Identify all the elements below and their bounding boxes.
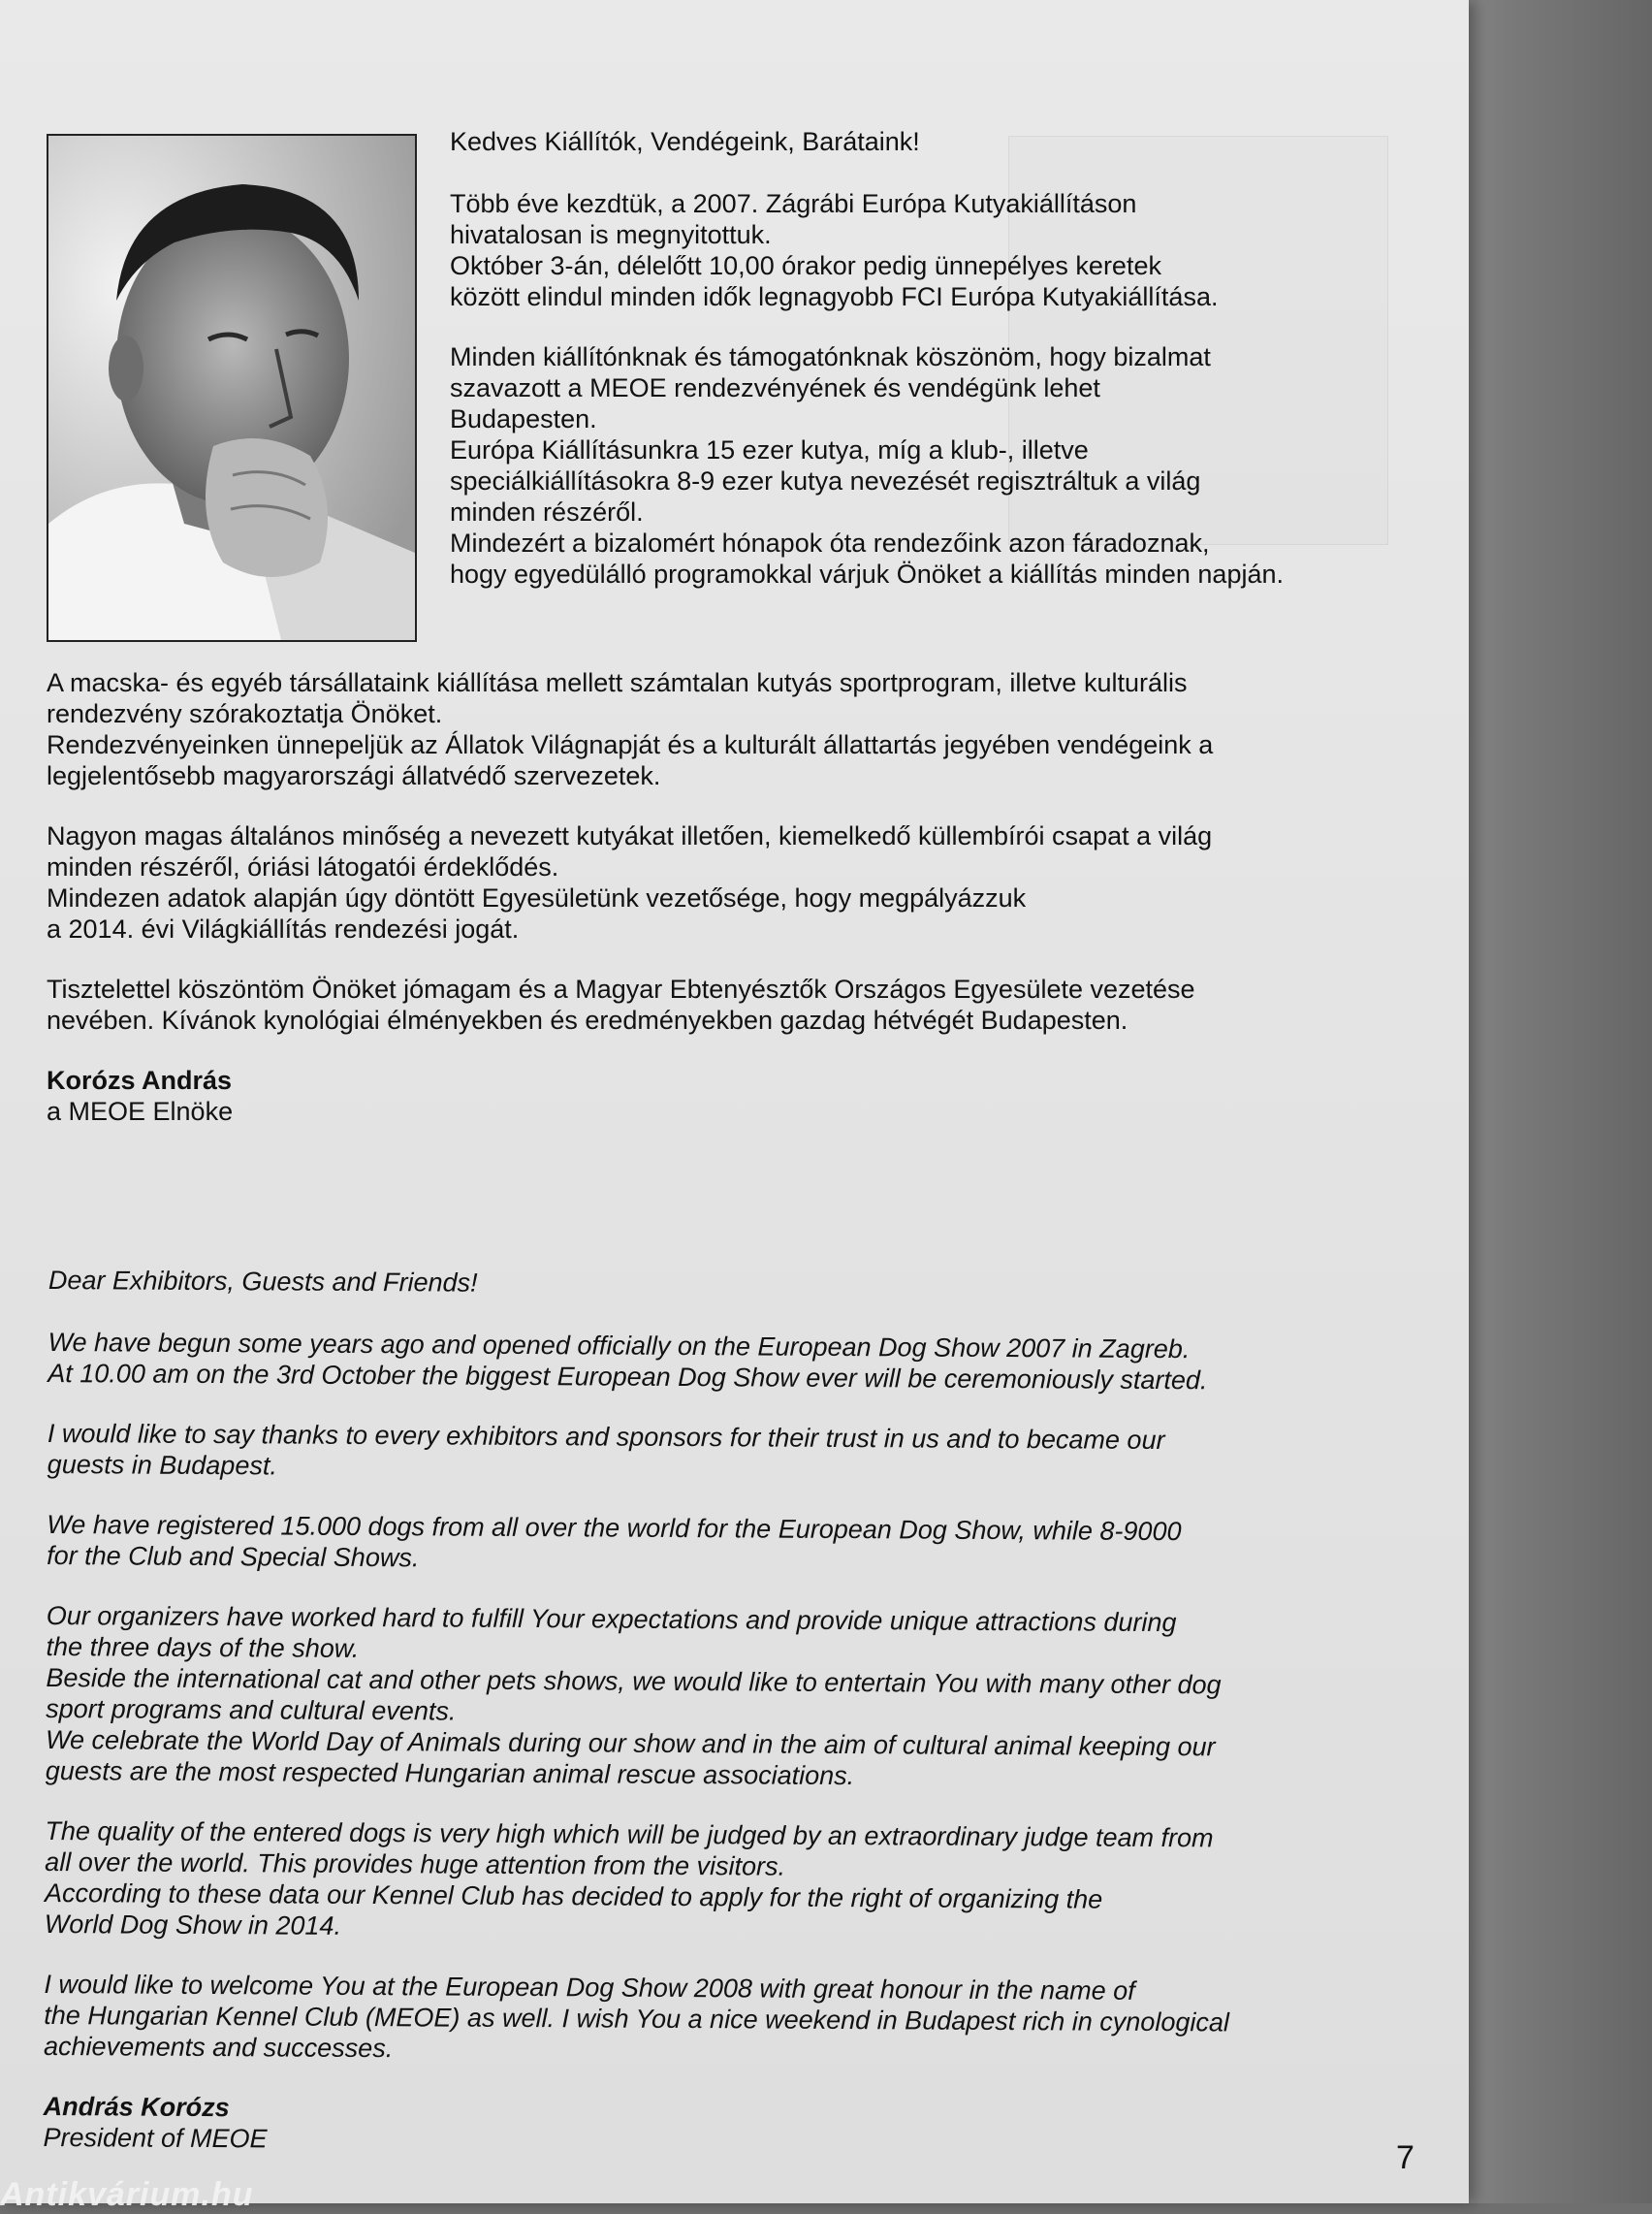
text-line: között elindul minden idők legnagyobb FCI Európa Kutyakiállítása.: [450, 282, 1219, 311]
hungarian-paragraph: [47, 667, 1433, 791]
text-line: Beside the international cat and other pets shows, we would like to entertain You with many other dog: [46, 1662, 1222, 1700]
text-line: We have begun some years ago and opened officially on the European Dog Show 2007 in Zagreb.: [48, 1327, 1191, 1364]
english-paragraph: [46, 1600, 1433, 1795]
english-paragraph: [48, 1327, 1434, 1397]
hungarian-body: [47, 667, 1433, 1156]
hungarian-paragraph: [47, 974, 1433, 1036]
text-line: Budapesten.: [450, 404, 597, 433]
text-line: for the Club and Special Shows.: [47, 1540, 420, 1573]
text-line: speciálkiállításokra 8-9 ezer kutya nevezését regisztráltuk a világ: [450, 466, 1201, 496]
text-line: a 2014. évi Világkiállítás rendezési jogát.: [47, 914, 520, 944]
text-line: szavazott a MEOE rendezvényének és vendégünk lehet: [450, 373, 1100, 402]
hungarian-intro: [450, 126, 1429, 619]
text-line: hogy egyedülálló programokkal várjuk Önöket a kiállítás minden napján.: [450, 560, 1284, 589]
text-line: Mindezért a bizalomért hónapok óta rendezőink azon fáradoznak,: [450, 529, 1210, 558]
text-line: Minden kiállítónknak és támogatónknak köszönöm, hogy bizalmat: [450, 342, 1211, 371]
text-line: Rendezvényeinken ünnepeljük az Állatok Világnapját és a kulturált állattartás jegyében vendégeink a: [47, 730, 1214, 759]
signature-title: a MEOE Elnöke: [47, 1097, 234, 1126]
text-line: rendezvény szórakoztatja Önöket.: [47, 699, 443, 728]
text-line: Európa Kiállításunkra 15 ezer kutya, míg a klub-, illetve: [450, 435, 1089, 465]
watermark: Antikvárium.hu: [0, 2176, 254, 2213]
hungarian-signature: [47, 1065, 1433, 1127]
page-number: 7: [1396, 2139, 1414, 2176]
text-line: hivatalosan is megnyitottuk.: [450, 220, 772, 249]
text-line: Nagyon magas általános minőség a nevezett kutyákat illetően, kiemelkedő küllembírói csapat a világ: [47, 821, 1213, 850]
signature-title: President of MEOE: [43, 2122, 268, 2154]
text-line: I would like to say thanks to every exhibitors and sponsors for their trust in us and to became our: [47, 1418, 1165, 1456]
text-line: At 10.00 am on the 3rd October the biggest European Dog Show ever will be ceremoniously started.: [48, 1358, 1208, 1396]
signature-name: Korózs András: [47, 1066, 233, 1095]
text-line: guests in Budapest.: [47, 1449, 278, 1481]
text-line: A macska- és egyéb társállataink kiállítása mellett számtalan kutyás sportprogram, illetve kulturális: [47, 668, 1188, 697]
text-line: nevében. Kívánok kynológiai élményekben és eredményekben gazdag hétvégét Budapesten.: [47, 1006, 1128, 1035]
text-line: I would like to welcome You at the European Dog Show 2008 with great honour in the name of: [44, 1969, 1135, 2005]
portrait-icon: [48, 136, 415, 640]
text-line: Több éve kezdtük, a 2007. Zágrábi Európa Kutyakiállításon: [450, 189, 1137, 218]
text-line: According to these data our Kennel Club has decided to apply for the right of organizing the: [44, 1877, 1103, 1914]
text-line: Tisztelettel köszöntöm Önöket jómagam és a Magyar Ebtenyésztők Országos Egyesülete vezetése: [47, 975, 1195, 1004]
text-line: Október 3-án, délelőtt 10,00 órakor pedig ünnepélyes keretek: [450, 251, 1161, 280]
text-line: Our organizers have worked hard to fulfill Your expectations and provide unique attractions during: [46, 1600, 1177, 1638]
text-line: sport programs and cultural events.: [46, 1693, 457, 1726]
background-surface: [1445, 0, 1652, 2203]
text-line: Mindezen adatok alapján úgy döntött Egyesületünk vezetősége, hogy megpályázzuk: [47, 883, 1027, 913]
english-paragraph: [44, 1969, 1431, 2070]
english-signature: [43, 2091, 1429, 2162]
text-line: We celebrate the World Day of Animals during our show and in the aim of cultural animal keeping our: [45, 1724, 1216, 1762]
portrait-photo: [47, 134, 417, 642]
hungarian-greeting: Kedves Kiállítók, Vendégeink, Barátaink!: [450, 127, 920, 156]
english-section: [43, 1265, 1435, 2191]
text-line: guests are the most respected Hungarian animal rescue associations.: [45, 1755, 855, 1791]
text-line: minden részéről, óriási látogatói érdeklődés.: [47, 852, 559, 882]
hungarian-paragraph: [47, 820, 1433, 945]
english-paragraph: [45, 1815, 1432, 1948]
text-line: minden részéről.: [450, 497, 644, 527]
text-line: legjelentősebb magyarországi állatvédő szervezetek.: [47, 761, 661, 790]
signature-name: András Korózs: [43, 2091, 230, 2123]
english-greeting: Dear Exhibitors, Guests and Friends!: [48, 1266, 478, 1298]
text-line: World Dog Show in 2014.: [44, 1909, 342, 1941]
hungarian-paragraph: [450, 341, 1429, 590]
text-line: achievements and successes.: [43, 2031, 394, 2064]
english-paragraph: [47, 1509, 1433, 1580]
text-line: The quality of the entered dogs is very high which will be judged by an extraordinary judge team from: [45, 1815, 1214, 1853]
english-paragraph: [48, 1418, 1434, 1489]
hungarian-paragraph: [450, 188, 1429, 312]
text-line: all over the world. This provides huge attention from the visitors.: [45, 1846, 786, 1881]
text-line: the three days of the show.: [46, 1631, 360, 1663]
text-line: We have registered 15.000 dogs from all over the world for the European Dog Show, while 8-9000: [47, 1509, 1182, 1547]
text-line: the Hungarian Kennel Club (MEOE) as well. I wish You a nice weekend in Budapest rich in cynological: [44, 2000, 1230, 2038]
